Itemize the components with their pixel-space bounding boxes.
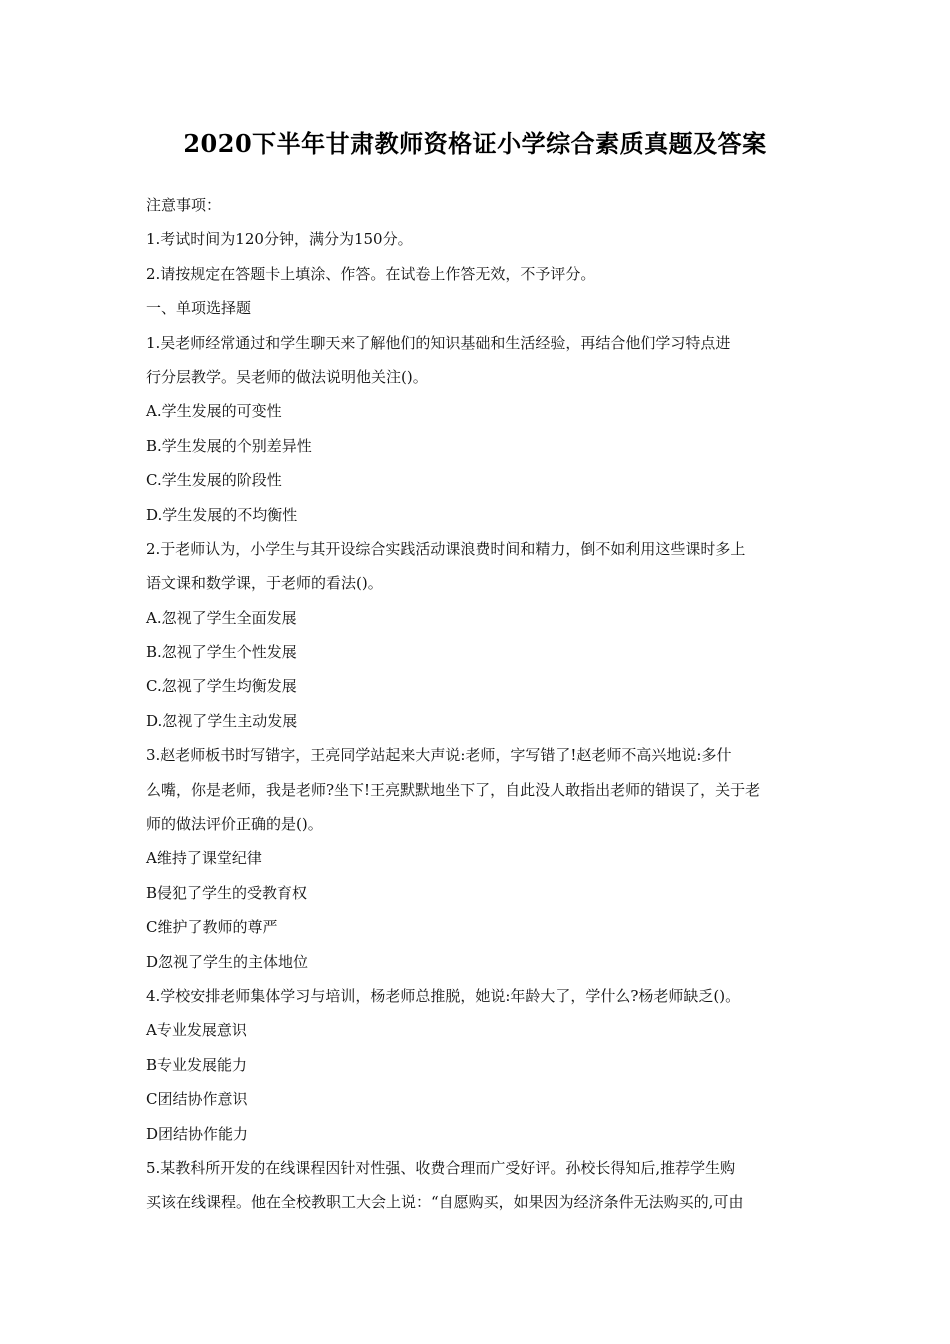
text-line: 一、单项选择题 <box>146 299 252 318</box>
text-line: D.学生发展的不均衡性 <box>146 505 298 524</box>
text-line: C维护了教师的尊严 <box>146 918 278 937</box>
text-line: 1.吴老师经常通过和学生聊天来了解他们的知识基础和生活经验，再结合他们学习特点进 <box>146 333 731 352</box>
text-line: 3.赵老师板书时写错字，王亮同学站起来大声说:老师，字写错了!赵老师不高兴地说:多什 <box>146 746 732 765</box>
text-line: D忽视了学生的主体地位 <box>146 952 309 971</box>
text-line: 么嘴，你是老师，我是老师?坐下!王亮默默地坐下了，自此没人敢指出老师的错误了，关于老 <box>146 780 761 799</box>
text-line: B.学生发展的个别差异性 <box>146 436 312 455</box>
document-title: 2020下半年甘肃教师资格证小学综合素质真题及答案 <box>183 129 767 158</box>
text-line: 4.学校安排老师集体学习与培训，杨老师总推脱，她说:年龄大了，学什么?杨老师缺乏()。 <box>146 986 741 1005</box>
text-line: B侵犯了学生的受教育权 <box>146 883 308 902</box>
text-line: 1.考试时间为120分钟，满分为150分。 <box>146 230 413 249</box>
text-line: A维持了课堂纪律 <box>146 849 262 868</box>
text-line: 注意事项： <box>146 196 222 214</box>
text-line: 5.某教科所开发的在线课程因针对性强、收费合理而广受好评。孙校长得知后,推荐学生购 <box>146 1158 736 1177</box>
document-body <box>146 188 826 1220</box>
text-line: 行分层教学。吴老师的做法说明他关注()。 <box>146 367 428 386</box>
text-line: B专业发展能力 <box>146 1055 248 1074</box>
text-line: 2.于老师认为，小学生与其开设综合实践活动课浪费时间和精力，倒不如利用这些课时多上 <box>146 539 746 558</box>
text-line: D.忽视了学生主动发展 <box>146 711 298 730</box>
text-line: 2.请按规定在答题卡上填涂、作答。在试卷上作答无效，不予评分。 <box>146 264 596 283</box>
text-line: B.忽视了学生个性发展 <box>146 643 297 662</box>
text-line: A.学生发展的可变性 <box>146 402 282 421</box>
text-line: C.学生发展的阶段性 <box>146 471 282 490</box>
text-line: C团结协作意识 <box>146 1090 248 1109</box>
text-line: A.忽视了学生全面发展 <box>146 608 297 627</box>
text-line: A专业发展意识 <box>146 1021 247 1040</box>
text-line: D团结协作能力 <box>146 1124 249 1143</box>
text-line: C.忽视了学生均衡发展 <box>146 677 297 696</box>
text-line: 师的做法评价正确的是()。 <box>146 815 323 834</box>
text-line: 语文课和数学课，于老师的看法()。 <box>146 574 383 593</box>
text-line: 买该在线课程。他在全校教职工大会上说：“自愿购买，如果因为经济条件无法购买的,可由 <box>146 1193 744 1212</box>
